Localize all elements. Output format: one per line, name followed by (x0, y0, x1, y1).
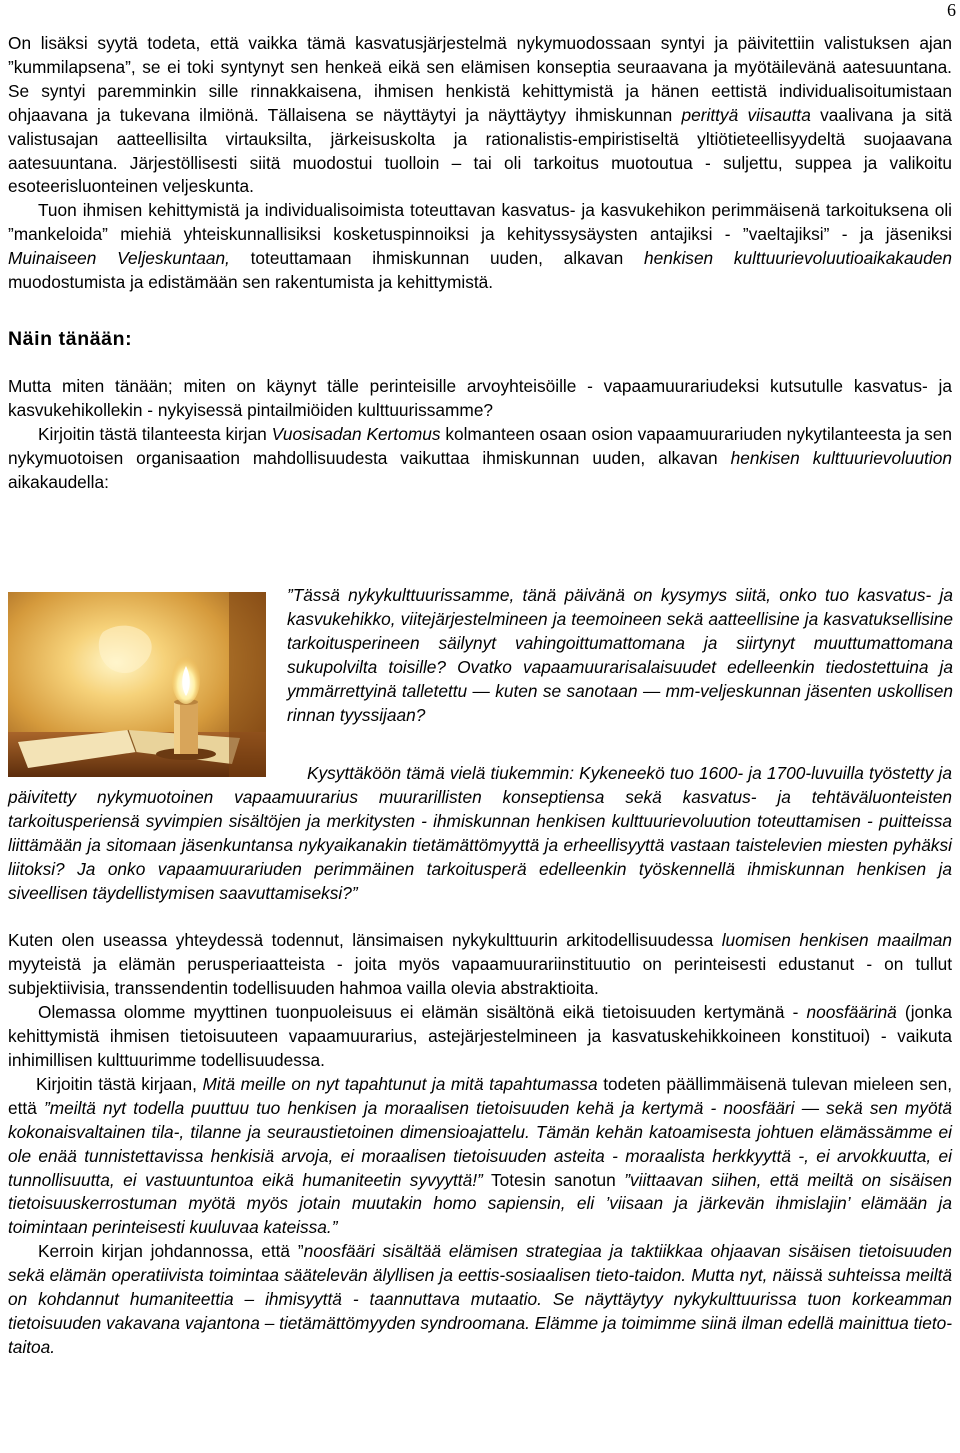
section-heading: Näin tänään: (8, 327, 133, 350)
quote-part-1: ”Tässä nykykulttuurissamme, tänä päivänä on kysymys siitä, onko tuo kasvatus- ja kasvukehikko, viitejärjestelmineen ja teemoineen sekä aatteellisine ja kasvatuksellisine tarkoitusperineen säilynyt vahingoittumattomana ja siirtynyt muuttumattomana sukupolvilta toisille? Ovatko vapaamuurarisalaisuudet edelleenkin tiedostettuina ja ymmärrettyinä talletettu — kuten se sanotaan — mm-veljeskunnan jäsenten uskollisen rinnan tyyssijaan? (287, 585, 953, 725)
p5-run: Kuten olen useassa yhteydessä todennut, länsimaisen nykykulttuurin arkitodellisuudessa (8, 930, 722, 951)
p6-run: noosfäärinä (806, 1002, 897, 1023)
p4-run: aikakaudella: (8, 471, 109, 492)
page-number: 6 (947, 0, 956, 20)
p1-run: perittyä viisautta (681, 104, 811, 125)
p8-run: noosfääri sisältää elämisen strategiaa ja taktiikkaa ohjaavan sisäisen tietoisuuden sekä elämän operatiivista toimintaa säätelevän älyllisen ja eettis-sosiaalisen tieto-taidon. Mutta nyt, näissä suhteissa meiltä on kohdannut humaniteettia – ihmisyyttä - taannuttava mutaatio. Se näyttäytyy nykykulttuurissa tuon korkeamman tietoisuuden vakavana vajantona – tietämättömyyden syndroomana. Elämme ja toimimme siinä ilman edellä mainittua tieto-taitoa. (8, 1241, 952, 1357)
body-text-top (8, 32, 952, 495)
p7-run: Kirjoitin tästä kirjaan, (36, 1073, 203, 1094)
paragraph-7 (8, 1073, 952, 1240)
paragraph-3 (8, 375, 952, 423)
p7-run: ”meiltä nyt todella puuttuu tuo henkisen ja moraalisen tietoisuuden kehä ja kertymä - noosfääri — sekä sen myötä kokonaisvaltainen tila-, tilanne ja seuraustietoinen dimensioajattelu. Tämän kehän katoamisesta johtuen elämässämme ei ole enää tunnistettavissa henkisiä arvoja, ei moraalisen tietoisuuden asteita - moraalista herkkyyttä -, ei arvokkuutta, ei tunnollisuutta, ei vastuuntuntoa eikä humaniteetin syvyyttä!” (8, 1097, 952, 1190)
p3-run: Mutta miten tänään; miten on käynyt tälle perinteisille arvoyhteisöille - vapaamuurariudeksi kutsutulle kasvatus- ja kasvukehikollekin - nykyisessä pintailmiöiden kulttuurissamme? (8, 375, 952, 420)
p1-run: On lisäksi syytä todeta, että vaikka tämä kasvatusjärjestelmä nykymuodossaan syntyi ja päivitettiin valistuksen ajan ”kummilapsena”, se ei toki syntynyt sen henkeä eikä sen elämisen konseptia seuraavana ja myötäilevänä aatesuuntana. Se syntyi paremminkin sille rinnakkaisena, ihmisen henkistä kehittymistä ja hänen eettistä individualisoitumistaan ohjaavana ja tukevana ilmiönä. Tällaisena se näyttäytyi ja näyttäytyy ihmiskunnan (8, 33, 952, 125)
p6-run: (jonka kehittymistä ihmisen tietoisuuteen vapaamuurarius, astejärjestelmineen ja kasvatuskehikkoineen konstituoi) - vaikuta inhimillisen kulttuurimme todellisuudessa. (8, 1002, 953, 1070)
p4-run: Kirjoitin tästä tilanteesta kirjan (38, 423, 272, 444)
p5-run: luomisen henkisen maailman (721, 930, 952, 951)
p4-run: kolmanteen osaan osion vapaamuurariuden nykytilanteesta ja sen nykymuotoisen organisaation mahdollisuudesta vaikuttaa ihmiskunnan uuden, alkavan (8, 423, 952, 468)
p8-run: Kerroin kirjan johdannossa, että ” (38, 1241, 304, 1262)
paragraph-8 (8, 1240, 952, 1360)
p6-run: Olemassa olomme myyttinen tuonpuoleisuus ei elämän sisältönä eikä tietoisuuden kertymänä - (38, 1002, 807, 1023)
paragraph-5 (8, 929, 952, 1001)
p2-run: Tuon ihmisen kehittymistä ja individualisoimista toteuttavan kasvatus- ja kasvukehikon perimmäisenä tarkoituksena oli ”mankeloida” miehiä yhteiskunnallisiksi kosketuspinnoiksi ja kehityssysäysten antajiksi - ”vaeltajiksi” - ja jäseniksi (8, 200, 952, 245)
paragraph-6 (8, 1001, 952, 1073)
candle-book-photo (8, 592, 266, 777)
p7-run: Totesin sanotun (482, 1169, 625, 1190)
paragraph-1 (8, 32, 952, 199)
paragraph-2 (8, 199, 952, 295)
p2-run: toteuttamaan ihmiskunnan uuden, alkavan (229, 248, 644, 269)
p1-run: vaalivana ja sitä valistusajan aatteellisilta virtauksilta, järkeisuskolta ja rationalistis-empiristiseltä yltiötieteellisyydeltä suojaavana aatesuuntana. Järjestöllisesti siitä muodostui tuolloin – tai oli tarkoitus muotoutua - suljettu, suppea ja valikoitu esoteerisluonteinen veljeskunta. (8, 104, 953, 197)
p2-run: muodostumista ja edistämään sen rakentumista ja kehittymistä. (8, 272, 494, 293)
paragraph-4 (8, 423, 952, 495)
p5-run: myyteistä ja elämän perusperiaatteista - joita myös vapaamuurariinstituutio on perinteisesti edustanut - on tullut subjektiivisia, transsendentin todellisuuden hahmoa vailla olevia abstraktioita. (8, 954, 952, 999)
p4-run: henkisen kulttuurievoluution (730, 447, 952, 468)
quote-part-2: Kysyttäköön tämä vielä tiukemmin: Kykeneekö tuo 1600- ja 1700-luvuilla työstetty ja päivitetty nykymuotoinen vapaamuurarius muurarillisten konseptiensa sekä kasvatus- ja tehtäväluonteisten tarkoitusperiensä syvimpien sisältöjen ja merkitysten - ihmiskunnan henkisen kulttuurievoluution toteuttamisen - puitteissa liittämään ja sitomaan jäsenkuntansa nykyaikanakin tietämättömyyttä ja erheellisyyttä vastaan taistelevien miesten pyhäksi liitoksi? Ja onko vapaamuurariuden perimmäinen tarkoitusperä edelleenkin työskennellä ihmiskunnan henkisen ja siveellisen täydellistymisen saavuttamiseksi?” (8, 763, 952, 903)
quote-block (287, 584, 953, 727)
body-text-bottom (8, 762, 952, 1360)
p7-run: ”viittaavan siihen, että meiltä on sisäisen tietoisuuskerrostuman myötä myös jotain muutakin homo sapiensin, eli ’viisaan ja järkevän ihmislajin’ elämään ja toimintaan perinteisesti kuuluvaa kateissa.” (8, 1169, 952, 1238)
p2-run: henkisen kulttuurievoluutioaikakauden (643, 248, 952, 269)
p7-run: Mitä meille on nyt tapahtunut ja mitä tapahtumassa (202, 1073, 598, 1094)
p7-run: todeten päällimmäisenä tulevan mieleen sen, että (8, 1073, 952, 1118)
candle-book-illustration (8, 592, 266, 777)
p4-run: Vuosisadan Kertomus (271, 423, 441, 444)
p2-run: Muinaiseen Veljeskuntaan, (8, 248, 230, 269)
